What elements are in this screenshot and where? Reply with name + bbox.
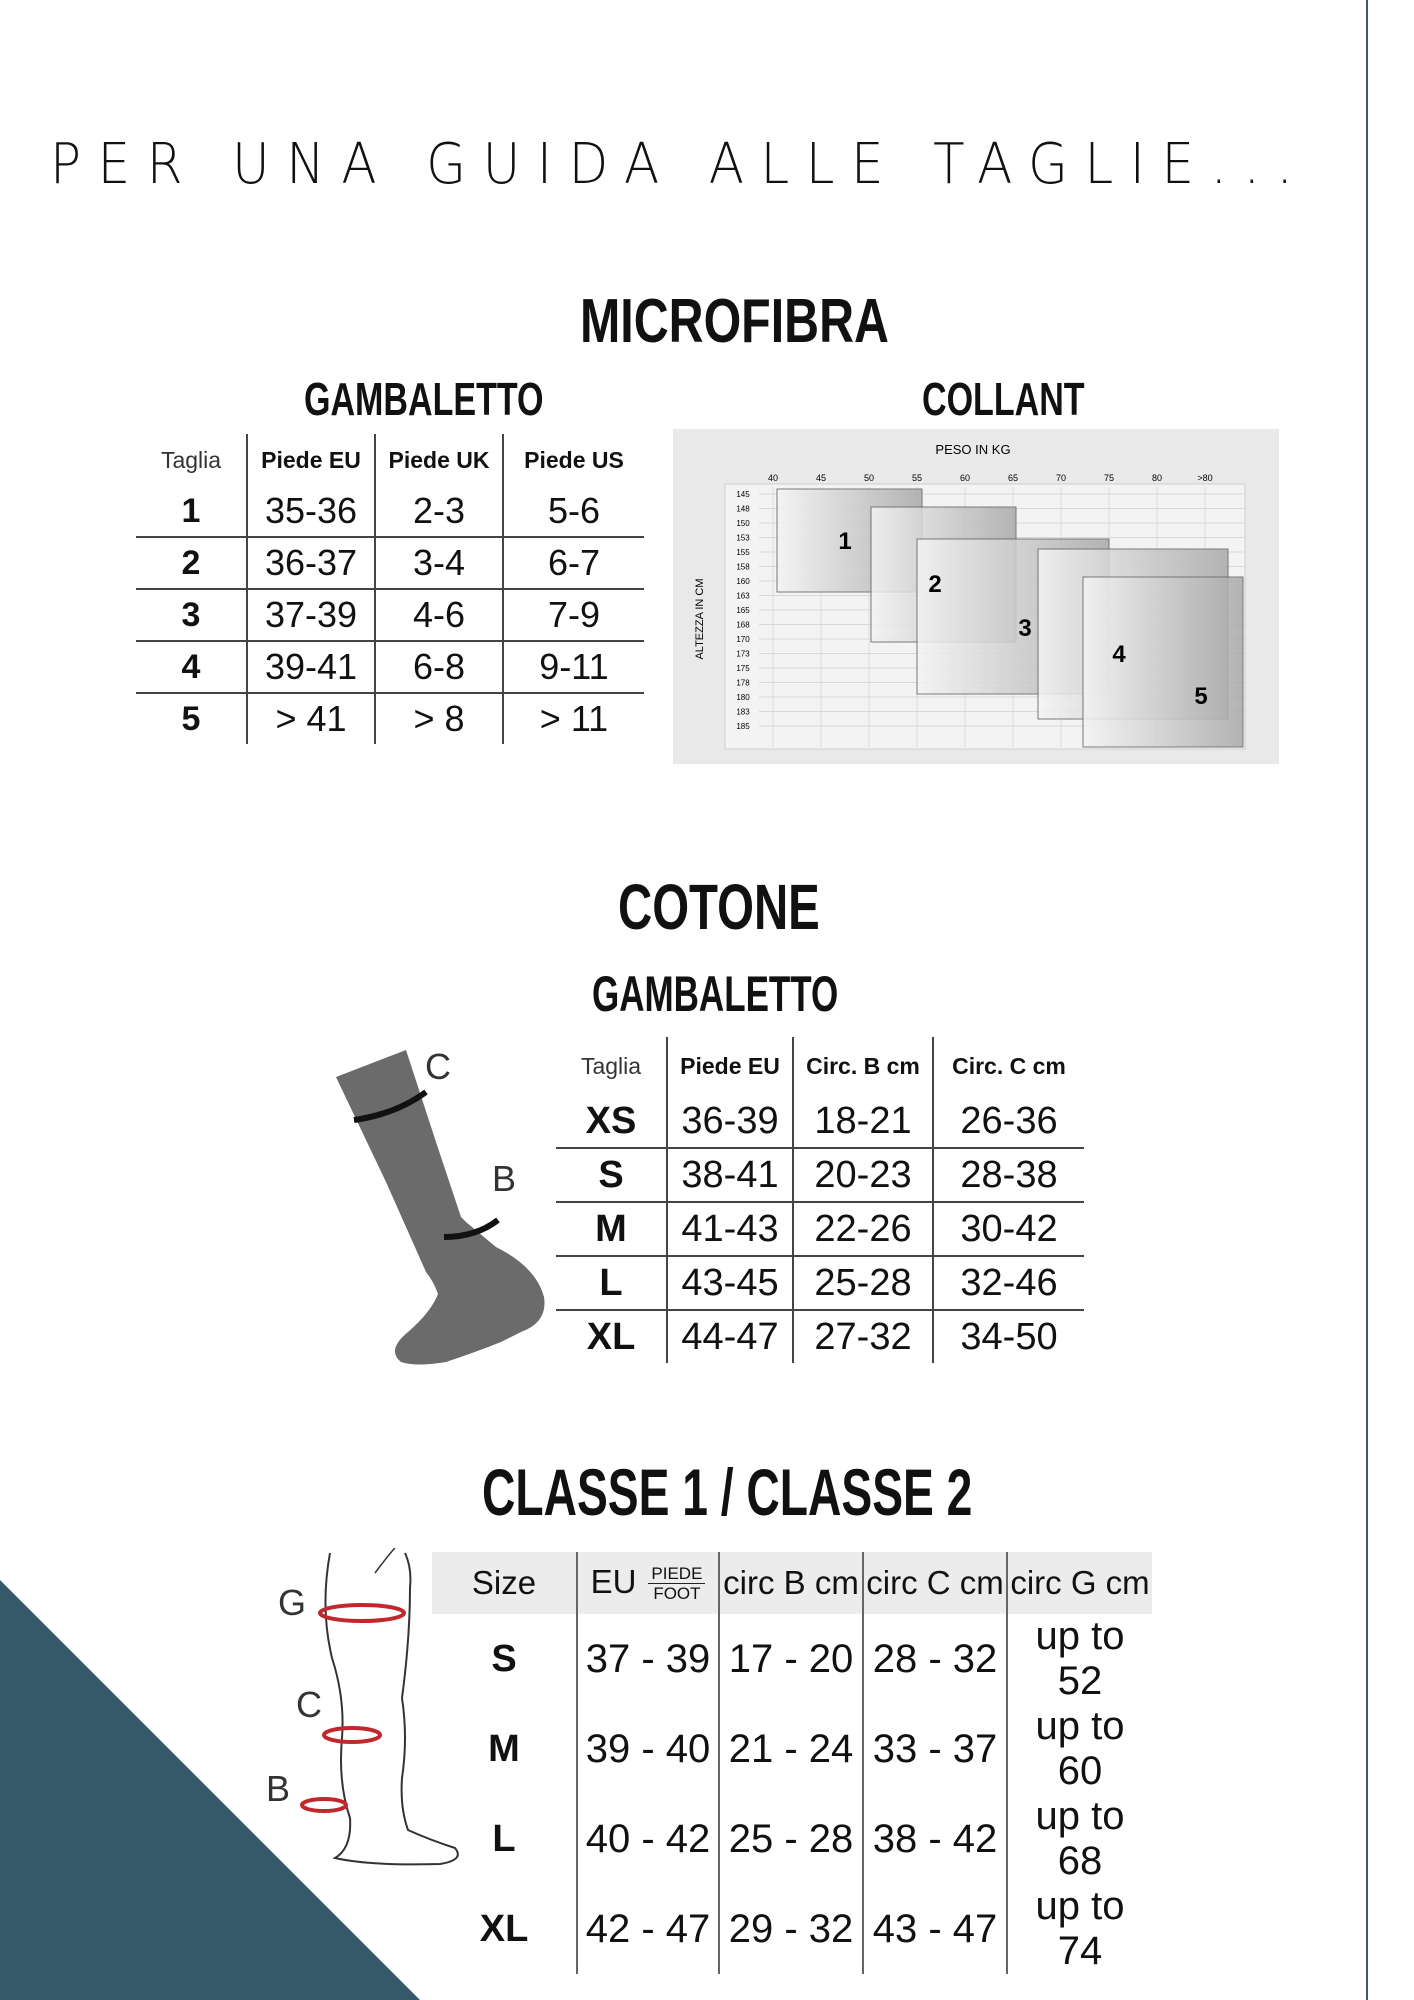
- header-circ-b: Circ. B cm: [793, 1037, 933, 1095]
- size-cell: 5: [136, 693, 247, 744]
- table-cell: > 41: [247, 693, 375, 744]
- table-cell: 43-45: [667, 1256, 793, 1310]
- table-cell: 27-32: [793, 1310, 933, 1363]
- weight-tick-label: 65: [1007, 473, 1019, 483]
- weight-tick-label: >80: [1197, 473, 1213, 483]
- table-cell: 28-38: [933, 1148, 1084, 1202]
- table-cell: 2-3: [375, 486, 503, 537]
- header-piede-eu: Piede EU: [667, 1037, 793, 1095]
- header-circ-c: Circ. C cm: [933, 1037, 1084, 1095]
- size-cell: 4: [136, 641, 247, 693]
- size-cell: 3: [136, 589, 247, 641]
- height-tick-label: 148: [736, 504, 750, 514]
- weight-tick-label: 40: [767, 473, 779, 483]
- height-tick-label: 178: [736, 678, 750, 688]
- table-cell: 43 - 47: [863, 1884, 1007, 1974]
- table-cell: 20-23: [793, 1148, 933, 1202]
- table-cell: 25-28: [793, 1256, 933, 1310]
- table-cell: 40 - 42: [577, 1794, 719, 1884]
- weight-tick-label: 50: [863, 473, 875, 483]
- table-cell: 38 - 42: [863, 1794, 1007, 1884]
- table-cell: 4-6: [375, 589, 503, 641]
- section-title-classe: CLASSE 1 / CLASSE 2: [482, 1455, 973, 1529]
- header-taglia: Taglia: [160, 446, 222, 473]
- table-cell: 9-11: [503, 641, 644, 693]
- ring-b-marker: [302, 1799, 346, 1811]
- table-cell: up to 52: [1007, 1614, 1152, 1704]
- classe-size-table: [432, 1552, 1152, 1974]
- header-eu-piede-foot: [577, 1552, 719, 1614]
- height-tick-label: 145: [736, 490, 750, 499]
- height-tick-label: 173: [736, 649, 750, 659]
- height-tick-label: 185: [736, 722, 750, 731]
- header-taglia: Taglia: [580, 1052, 642, 1079]
- table-cell: up to 74: [1007, 1884, 1152, 1974]
- table-cell: 39 - 40: [577, 1704, 719, 1794]
- size-zone-label: 5: [1194, 683, 1208, 710]
- table-row: [556, 1148, 1084, 1202]
- collant-height-label: ALTEZZA IN CM: [694, 578, 706, 660]
- size-cell: S: [556, 1148, 667, 1202]
- table-cell: 29 - 32: [719, 1884, 863, 1974]
- table-cell: 34-50: [933, 1310, 1084, 1363]
- table-cell: up to 68: [1007, 1794, 1152, 1884]
- height-tick-label: 153: [736, 533, 750, 543]
- size-zone-label: 3: [1018, 615, 1032, 642]
- table-cell: 6-8: [375, 641, 503, 693]
- table-row: [432, 1884, 1152, 1974]
- weight-tick-label: 55: [911, 473, 923, 483]
- table-row: [136, 693, 644, 744]
- header-piede: PIEDE: [648, 1564, 705, 1584]
- header-eu: EU: [590, 1562, 637, 1600]
- table-cell: 18-21: [793, 1095, 933, 1148]
- table-row: [136, 641, 644, 693]
- height-tick-label: 160: [736, 577, 750, 586]
- header-piede-eu: Piede EU: [247, 434, 375, 486]
- table-cell: 22-26: [793, 1202, 933, 1256]
- table-cell: 3-4: [375, 537, 503, 589]
- height-tick-label: 168: [736, 620, 750, 630]
- size-zone-label: 2: [928, 571, 942, 598]
- cotone-size-table: [556, 1037, 1084, 1363]
- height-tick-label: 158: [736, 562, 750, 572]
- table-cell: 44-47: [667, 1310, 793, 1363]
- diagram-label-c: C: [296, 1684, 322, 1725]
- table-row: [136, 486, 644, 537]
- table-cell: 26-36: [933, 1095, 1084, 1148]
- table-cell: 37 - 39: [577, 1614, 719, 1704]
- height-tick-label: 170: [736, 635, 750, 644]
- size-cell: L: [492, 1817, 516, 1860]
- diagram-label-b: B: [266, 1768, 291, 1809]
- table-cell: 38-41: [667, 1148, 793, 1202]
- microfibra-size-table: [136, 434, 644, 744]
- table-row: [432, 1614, 1152, 1704]
- header-circ-g: circ G cm: [1007, 1552, 1152, 1614]
- size-zone-label: 1: [838, 528, 852, 555]
- table-cell: 36-39: [667, 1095, 793, 1148]
- table-cell: 36-37: [247, 537, 375, 589]
- table-cell: 42 - 47: [577, 1884, 719, 1974]
- table-row: [556, 1310, 1084, 1363]
- height-tick-label: 150: [736, 519, 750, 528]
- height-tick-label: 163: [736, 591, 750, 601]
- weight-tick-label: 75: [1103, 473, 1115, 483]
- table-cell: 32-46: [933, 1256, 1084, 1310]
- table-row: [556, 1202, 1084, 1256]
- table-row: [556, 1256, 1084, 1310]
- height-tick-label: 175: [736, 664, 750, 673]
- table-cell: 37-39: [247, 589, 375, 641]
- size-zone: [1083, 577, 1243, 747]
- header-circ-b: circ B cm: [719, 1552, 863, 1614]
- header-piede-uk: Piede UK: [375, 434, 503, 486]
- table-cell: 39-41: [247, 641, 375, 693]
- table-cell: 41-43: [667, 1202, 793, 1256]
- table-row: [432, 1794, 1152, 1884]
- table-cell: 33 - 37: [863, 1704, 1007, 1794]
- size-cell: XL: [479, 1907, 529, 1950]
- table-cell: 17 - 20: [719, 1614, 863, 1704]
- subtitle-collant: COLLANT: [922, 373, 1085, 425]
- height-tick-label: 155: [736, 548, 750, 557]
- height-tick-label: 180: [736, 693, 750, 702]
- size-zone-label: 4: [1112, 641, 1126, 668]
- size-cell: XL: [556, 1310, 667, 1363]
- table-cell: 25 - 28: [719, 1794, 863, 1884]
- section-title-cotone: COTONE: [618, 871, 820, 943]
- weight-tick-label: 70: [1055, 473, 1067, 483]
- height-tick-label: 165: [736, 606, 750, 615]
- table-row: [136, 589, 644, 641]
- header-circ-c: circ C cm: [863, 1552, 1007, 1614]
- diagram-label-g: G: [278, 1582, 307, 1623]
- diagram-label-b: B: [492, 1158, 517, 1199]
- subtitle-gambaletto-microfibra: GAMBALETTO: [304, 373, 544, 425]
- table-cell: 7-9: [503, 589, 644, 641]
- table-row: [432, 1704, 1152, 1794]
- ring-c-marker: [324, 1728, 380, 1742]
- size-cell: S: [491, 1637, 517, 1680]
- sock-shape: [336, 1050, 545, 1365]
- table-cell: up to 60: [1007, 1704, 1152, 1794]
- subtitle-gambaletto-cotone: GAMBALETTO: [592, 966, 839, 1022]
- weight-tick-label: 80: [1151, 473, 1163, 483]
- table-cell: > 8: [375, 693, 503, 744]
- table-cell: 35-36: [247, 486, 375, 537]
- ring-g-marker: [320, 1605, 404, 1621]
- size-cell: L: [556, 1256, 667, 1310]
- size-cell: 1: [181, 491, 201, 530]
- table-cell: 5-6: [503, 486, 644, 537]
- section-title-microfibra: MICROFIBRA: [580, 287, 889, 356]
- weight-tick-label: 45: [815, 473, 827, 483]
- leg-inner-line: [375, 1548, 395, 1573]
- header-size: Size: [432, 1552, 577, 1614]
- table-cell: 21 - 24: [719, 1704, 863, 1794]
- piede-foot-fraction: [648, 1564, 705, 1603]
- page-edge-rule: [1366, 0, 1368, 2000]
- collant-weight-label: PESO IN KG: [935, 442, 1011, 457]
- size-cell: M: [556, 1202, 667, 1256]
- height-tick-label: 183: [736, 707, 750, 717]
- weight-tick-label: 60: [959, 473, 971, 483]
- table-cell: 6-7: [503, 537, 644, 589]
- diagram-label-c: C: [425, 1046, 451, 1087]
- collant-chart-svg: [673, 429, 1279, 764]
- table-row: [556, 1095, 1084, 1148]
- page-headline: PER UNA GUIDA ALLE TAGLIE...: [50, 132, 1310, 197]
- size-cell: 2: [136, 537, 247, 589]
- collant-size-chart: [673, 429, 1279, 764]
- header-piede-us: Piede US: [503, 434, 644, 486]
- header-foot: FOOT: [653, 1584, 701, 1604]
- size-cell: XS: [585, 1099, 637, 1142]
- table-cell: 30-42: [933, 1202, 1084, 1256]
- size-cell: M: [488, 1727, 520, 1770]
- table-cell: 28 - 32: [863, 1614, 1007, 1704]
- table-row: [136, 537, 644, 589]
- table-cell: > 11: [503, 693, 644, 744]
